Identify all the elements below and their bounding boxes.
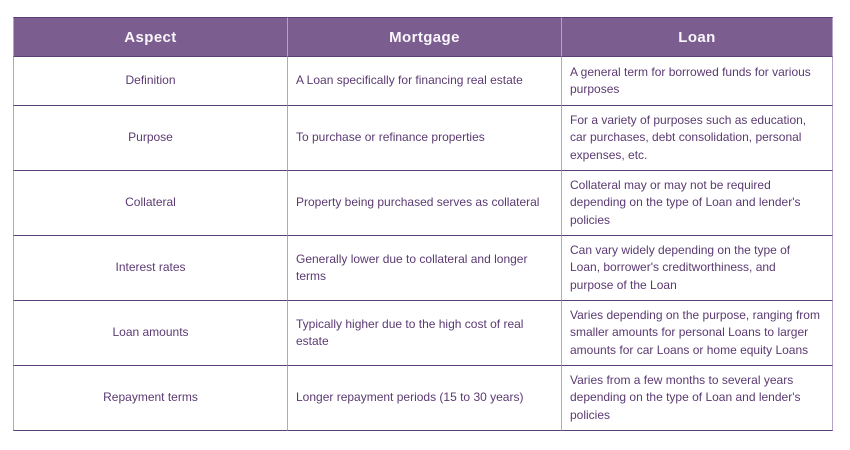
aspect-label: Definition	[13, 57, 288, 106]
mortgage-cell: Longer repayment periods (15 to 30 years)	[288, 366, 562, 431]
mortgage-cell: A Loan specifically for financing real estate	[288, 57, 562, 106]
mortgage-cell: Property being purchased serves as collateral	[288, 171, 562, 236]
aspect-label: Loan amounts	[13, 301, 288, 366]
loan-cell: A general term for borrowed funds for various purposes	[562, 57, 833, 106]
loan-cell: Collateral may or may not be required depending on the type of Loan and lender's policies	[562, 171, 833, 236]
table-row-interest-rates	[13, 236, 833, 301]
table-row-collateral	[13, 171, 833, 236]
aspect-label: Collateral	[13, 171, 288, 236]
comparison-table	[13, 17, 833, 431]
loan-cell: For a variety of purposes such as education, car purchases, debt consolidation, personal expenses, etc.	[562, 106, 833, 171]
mortgage-cell: Generally lower due to collateral and longer terms	[288, 236, 562, 301]
table-row-definition	[13, 57, 833, 106]
loan-cell: Varies depending on the purpose, ranging from smaller amounts for personal Loans to larger amounts for car Loans or home equity Loans	[562, 301, 833, 366]
mortgage-cell: Typically higher due to the high cost of real estate	[288, 301, 562, 366]
mortgage-cell: To purchase or refinance properties	[288, 106, 562, 171]
loan-cell: Can vary widely depending on the type of Loan, borrower's creditworthiness, and purpose of the Loan	[562, 236, 833, 301]
loan-cell: Varies from a few months to several years depending on the type of Loan and lender's policies	[562, 366, 833, 431]
aspect-label: Interest rates	[13, 236, 288, 301]
aspect-label: Purpose	[13, 106, 288, 171]
table-row-purpose	[13, 106, 833, 171]
column-header-aspect: Aspect	[13, 17, 288, 57]
table-row-repayment-terms	[13, 366, 833, 431]
table-row-loan-amounts	[13, 301, 833, 366]
column-header-loan: Loan	[562, 17, 833, 57]
table-header-row	[13, 17, 833, 57]
aspect-label: Repayment terms	[13, 366, 288, 431]
column-header-mortgage: Mortgage	[288, 17, 562, 57]
